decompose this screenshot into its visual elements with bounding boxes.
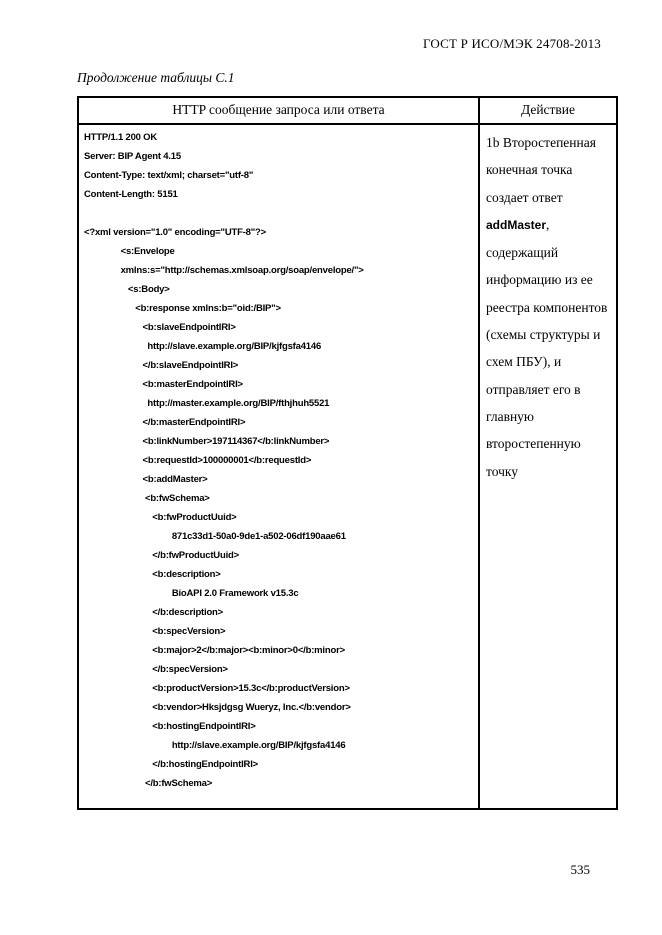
column-header-http-message: HTTP сообщение запроса или ответа: [79, 98, 480, 123]
http-message-cell: [79, 125, 480, 808]
http-message-line: 871c33d1-50a0-9de1-a502-06df190aae61: [84, 531, 346, 542]
http-message-line: </b:hostingEndpointIRI>: [84, 759, 258, 770]
http-message-line: http://slave.example.org/BIP/kjfgsfa4146: [84, 341, 322, 352]
http-message-line: <b:vendor>Hksjdgsg Wueryz, Inc.</b:vendor>: [84, 702, 351, 713]
column-header-action: Действие: [520, 102, 576, 117]
action-highlight-addmaster: addMaster: [486, 217, 547, 232]
http-message-line: </b:specVersion>: [84, 664, 228, 675]
http-message-line: <b:masterEndpointIRI>: [84, 379, 243, 390]
http-message-line: <b:productVersion>15.3c</b:productVersion>: [84, 683, 350, 694]
http-message-line: Content-Length: 5151: [84, 189, 178, 200]
http-message-line: <b:fwSchema>: [84, 493, 210, 504]
http-message-line: [84, 204, 476, 223]
http-message-line: Server: BIP Agent 4.15: [84, 151, 181, 162]
http-message-line: <b:response xmlns:b="oid:/BIP">: [84, 303, 281, 314]
http-message-line: <s:Envelope: [84, 246, 175, 257]
action-cell: [480, 125, 616, 808]
http-message-line: <b:linkNumber>197114367</b:linkNumber>: [84, 436, 330, 447]
http-message-line: BioAPI 2.0 Framework v15.3c: [84, 588, 299, 599]
table-header-row: [79, 98, 616, 125]
http-message-line: </b:fwSchema>: [84, 778, 213, 789]
http-message-line: <b:requestId>100000001</b:requestId>: [84, 455, 312, 466]
http-message-line: <b:hostingEndpointIRI>: [84, 721, 256, 732]
action-text-after: , содержащий информацию из ее реестра компонентов (схемы структуры и схем ПБУ), и отправляет его в главную второстепенную точку: [486, 216, 608, 479]
http-message-line: </b:fwProductUuid>: [84, 550, 239, 561]
http-message-line: <b:slaveEndpointIRI>: [84, 322, 236, 333]
http-message-line: </b:masterEndpointIRI>: [84, 417, 246, 428]
http-message-line: <b:major>2</b:major><b:minor>0</b:minor>: [84, 645, 345, 656]
http-message-line: <b:addMaster>: [84, 474, 208, 485]
page-number: 535: [570, 862, 590, 877]
http-message-line: http://master.example.org/BIP/fthjhuh5521: [84, 398, 330, 409]
http-message-line: <s:Body>: [84, 284, 170, 295]
http-message-line: <b:specVersion>: [84, 626, 226, 637]
http-message-line: Content-Type: text/xml; charset="utf-8": [84, 170, 254, 181]
document-code-header: ГОСТ Р ИСО/МЭК 24708-2013: [422, 36, 601, 51]
table-body-row: [79, 125, 616, 808]
http-message-line: xmlns:s="http://schemas.xmlsoap.org/soap/envelope/">: [84, 265, 364, 276]
http-message-line: HTTP/1.1 200 OK: [84, 132, 158, 143]
http-message-line: http://slave.example.org/BIP/kjfgsfa4146: [84, 740, 346, 751]
table-continuation-caption: Продолжение таблицы С.1: [77, 70, 235, 85]
http-message-line: <b:description>: [84, 569, 221, 580]
action-text-before: 1b Второстепенная конечная точка создает ответ: [486, 135, 596, 205]
http-message-line: <?xml version="1.0" encoding="UTF-8"?>: [84, 227, 266, 238]
http-message-line: <b:fwProductUuid>: [84, 512, 237, 523]
table-c1: [77, 96, 618, 810]
http-message-line: </b:slaveEndpointIRI>: [84, 360, 239, 371]
http-message-line: </b:description>: [84, 607, 224, 618]
